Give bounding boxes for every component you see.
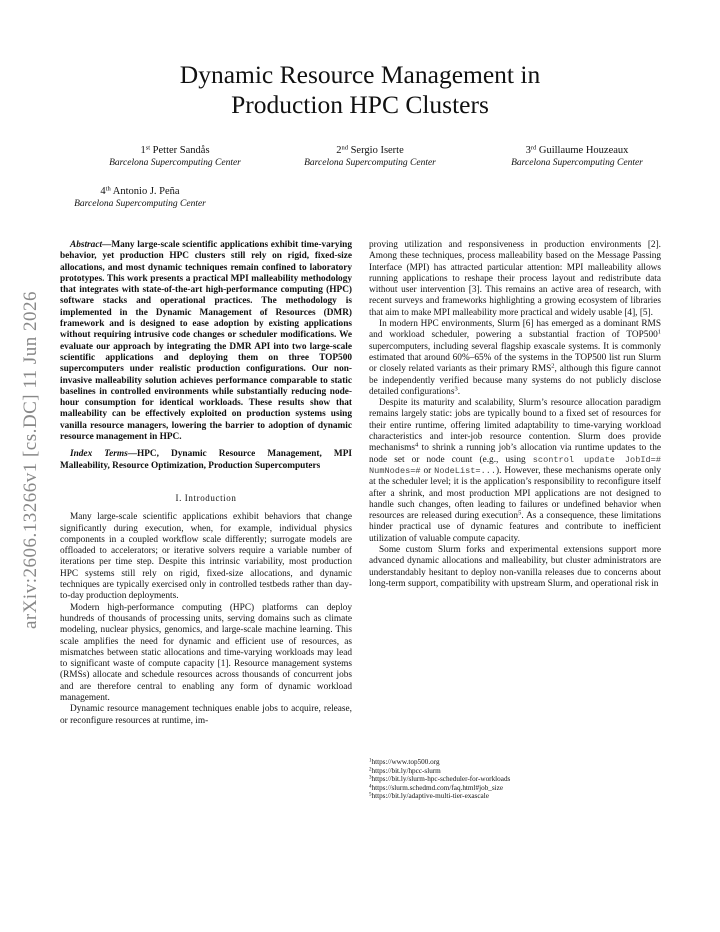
author-3-name: Guillaume Houzeaux xyxy=(538,145,629,156)
footnote-ref-1: 1 xyxy=(657,328,661,336)
author-4-ordinal: th xyxy=(105,185,111,193)
right-column xyxy=(369,240,661,590)
author-1 xyxy=(75,144,275,170)
footnote-1 xyxy=(369,758,661,767)
p6-text-d: ). However, these mechanisms operate only at the scheduler level; it is the application’s responsibility to reconfigure itself after a shrink, and most production MPI applications are not designed to handle such changes, often leading to failures or undefined behavior when resources are released during execution xyxy=(369,465,661,522)
footnote-5-number: 5 xyxy=(369,792,372,798)
author-2-affiliation: Barcelona Supercomputing Center xyxy=(304,158,436,168)
title-line-1: Dynamic Resource Management in xyxy=(179,60,541,89)
author-4-number: 4 xyxy=(100,186,106,197)
code-scontrol: scontrol update JobId=# NumNodes=# xyxy=(369,454,661,476)
p6-text-c: or xyxy=(420,465,435,476)
author-2 xyxy=(270,144,470,170)
footnote-3-number: 3 xyxy=(369,775,372,781)
author-1-ordinal: st xyxy=(145,144,151,152)
abstract-label: Abstract xyxy=(70,240,103,250)
footnote-4 xyxy=(369,784,661,793)
index-terms-label: Index Terms xyxy=(70,449,128,460)
section-heading: I. Introduction xyxy=(175,492,237,503)
index-terms-text: —HPC, Dynamic Resource Management, MPI Malleability, Resource Optimization, Production Supercomputers xyxy=(60,449,352,471)
footnote-2 xyxy=(369,767,661,776)
footnote-5-link[interactable]: https://bit.ly/adaptive-multi-tier-exascale xyxy=(371,792,489,801)
footnote-3 xyxy=(369,775,661,784)
author-3-ordinal: rd xyxy=(530,144,537,152)
author-3-affiliation: Barcelona Supercomputing Center xyxy=(511,158,643,168)
code-nodelist: NodeList=... xyxy=(434,465,497,476)
p6-text-e: . As a consequence, these limitations hinder practical use of dynamic features and contribute to inefficient utilization of valuable compute capacity. xyxy=(369,511,661,544)
author-1-number: 1 xyxy=(140,145,146,156)
footnote-4-link[interactable]: https://slurm.schedmd.com/faq.html#job_size xyxy=(371,783,504,792)
author-4-name: Antonio J. Peña xyxy=(112,186,180,197)
abstract xyxy=(60,240,352,443)
footnote-ref-5: 5 xyxy=(518,509,522,517)
intro-paragraph-4: proving utilization and responsiveness in production environments [2]. Among these techniques, process malleability based on the Message Passing Interface (MPI) has attracted particular attention: MPI malleability allows running applications to reshape their process layout and redistribute data without user intervention [3]. This remains an active area of research, with recent surveys and frameworks highlighting a growing ecosystem of libraries that aim to make MPI malleability more practical and widely usable [4], [5]. xyxy=(369,240,661,318)
author-1-affiliation: Barcelona Supercomputing Center xyxy=(109,158,241,168)
footnote-4-number: 4 xyxy=(369,784,372,790)
intro-paragraph-5 xyxy=(369,319,661,398)
intro-paragraph-3: Dynamic resource management techniques enable jobs to acquire, release, or reconfigure resources at runtime, im- xyxy=(60,704,352,726)
author-4-affiliation: Barcelona Supercomputing Center xyxy=(74,199,206,209)
title-line-2: Production HPC Clusters xyxy=(231,90,489,119)
p5-text-c: , although this figure cannot be independently verified because many systems do not publicly disclose detailed configurations xyxy=(369,364,661,397)
intro-paragraph-7: Some custom Slurm forks and experimental extensions support more advanced dynamic allocations and malleability, but cluster administrators are understandably hesitant to deploy non-vanilla releases due to concerns about long-term support, compatibility with upstream Slurm, and operational risk in xyxy=(369,545,661,589)
footnote-2-link[interactable]: https://bit.ly/hpcc-slurm xyxy=(371,766,441,775)
abstract-text: —Many large-scale scientific applications exhibit time-varying behavior, yet production HPC clusters still rely on rigid, fixed-size allocations, and most dynamic techniques remain confined to laboratory prototypes. This work presents a practical MPI malleability methodology that integrates with state-of-the-art high-performance computing (HPC) software stacks and operational practices. The methodology is implemented in the Dynamic Management of Resources (DMR) framework and is designed to ease adoption by existing applications without requiring intrusive code changes or scheduler modifications. We evaluate our approach by integrating the DMR API into two large-scale scientific applications and deploying them on three TOP500 supercomputers under realistic production configurations. Our non-invasive malleability solution achieves performance comparable to static baselines in controlled environments while substantially reducing node-hour consumption for identical workloads. These results show that malleability can be effectively exploited on production systems using vanilla resource managers, lowering the barrier to adoption of dynamic resource management in HPC. xyxy=(60,240,352,443)
footnote-ref-4: 4 xyxy=(414,441,419,449)
arxiv-identifier: arXiv:2606.13266v1 [cs.DC] 11 Jun 2026 xyxy=(20,290,41,630)
footnote-3-link[interactable]: https://bit.ly/slurm-hpc-scheduler-for-workloads xyxy=(371,775,511,784)
intro-paragraph-1: Many large-scale scientific applications exhibit behaviors that change significantly during execution, when, for example, individual physics components in a coupled workflow scale differently; surrogate models are offloaded to accelerators; or iterative solvers require a variable number of iterations per time step. Despite this intrinsic variability, most production HPC systems still rely on rigid, fixed-size allocations, and dynamic techniques are typically exercised only in controlled testbeds rather than day-to-day production deployments. xyxy=(60,512,352,602)
author-3-number: 3 xyxy=(525,145,531,156)
author-2-number: 2 xyxy=(336,145,342,156)
author-4 xyxy=(40,185,240,211)
arxiv-sidebar xyxy=(16,240,46,680)
p5-text-b: supercomputers, including several flagship exascale systems. It is commonly estimated that around 60%–65% of the systems in the TOP500 list run Slurm or closely related variants as their primary RMS xyxy=(369,341,661,375)
footnote-ref-3: 3 xyxy=(454,385,458,393)
author-2-ordinal: nd xyxy=(341,144,348,152)
footnotes xyxy=(369,758,661,801)
index-terms xyxy=(60,449,352,472)
intro-paragraph-2: Modern high-performance computing (HPC) platforms can deploy hundreds of thousands of processing units, serving domains such as climate modeling, nuclear physics, genomics, and large-scale machine learning. This scale amplifies the need for dynamic and efficient use of resources, as mismatches between static allocations and time-varying workloads may lead to significant waste of compute capacity [1]. Resource management systems (RMSs) allocate and schedule resources across thousands of concurrent jobs and are therefore central to enabling any form of dynamic workload management. xyxy=(60,602,352,703)
p6-text-a: Despite its maturity and scalability, Slurm’s resource allocation paradigm remains largely static: jobs are typically bound to a fixed set of resources for their entire runtime, offering limited adaptability to time-varying workload characteristics and inter-job resource contention. Slurm does provide mechanisms xyxy=(369,398,661,454)
footnote-1-number: 1 xyxy=(369,758,372,764)
left-column xyxy=(60,240,352,727)
intro-paragraph-6 xyxy=(369,398,661,545)
footnote-5 xyxy=(369,792,661,801)
author-2-name: Sergio Iserte xyxy=(350,145,404,156)
footnote-2-number: 2 xyxy=(369,767,372,773)
author-3 xyxy=(477,144,677,170)
author-1-name: Petter Sandås xyxy=(152,145,210,156)
p6-text-b: to shrink a running job’s allocation via runtime updates to the node set or node count (e.g., using xyxy=(369,443,661,465)
p5-text-d: . xyxy=(457,386,461,397)
footnote-ref-2: 2 xyxy=(551,362,555,370)
paper-title xyxy=(60,60,660,120)
p5-text-a: In modern HPC environments, Slurm [6] has emerged as a dominant RMS and workload scheduler, powering a substantial fraction of TOP500 xyxy=(369,319,661,341)
footnote-1-link[interactable]: https://www.top500.org xyxy=(371,758,440,766)
